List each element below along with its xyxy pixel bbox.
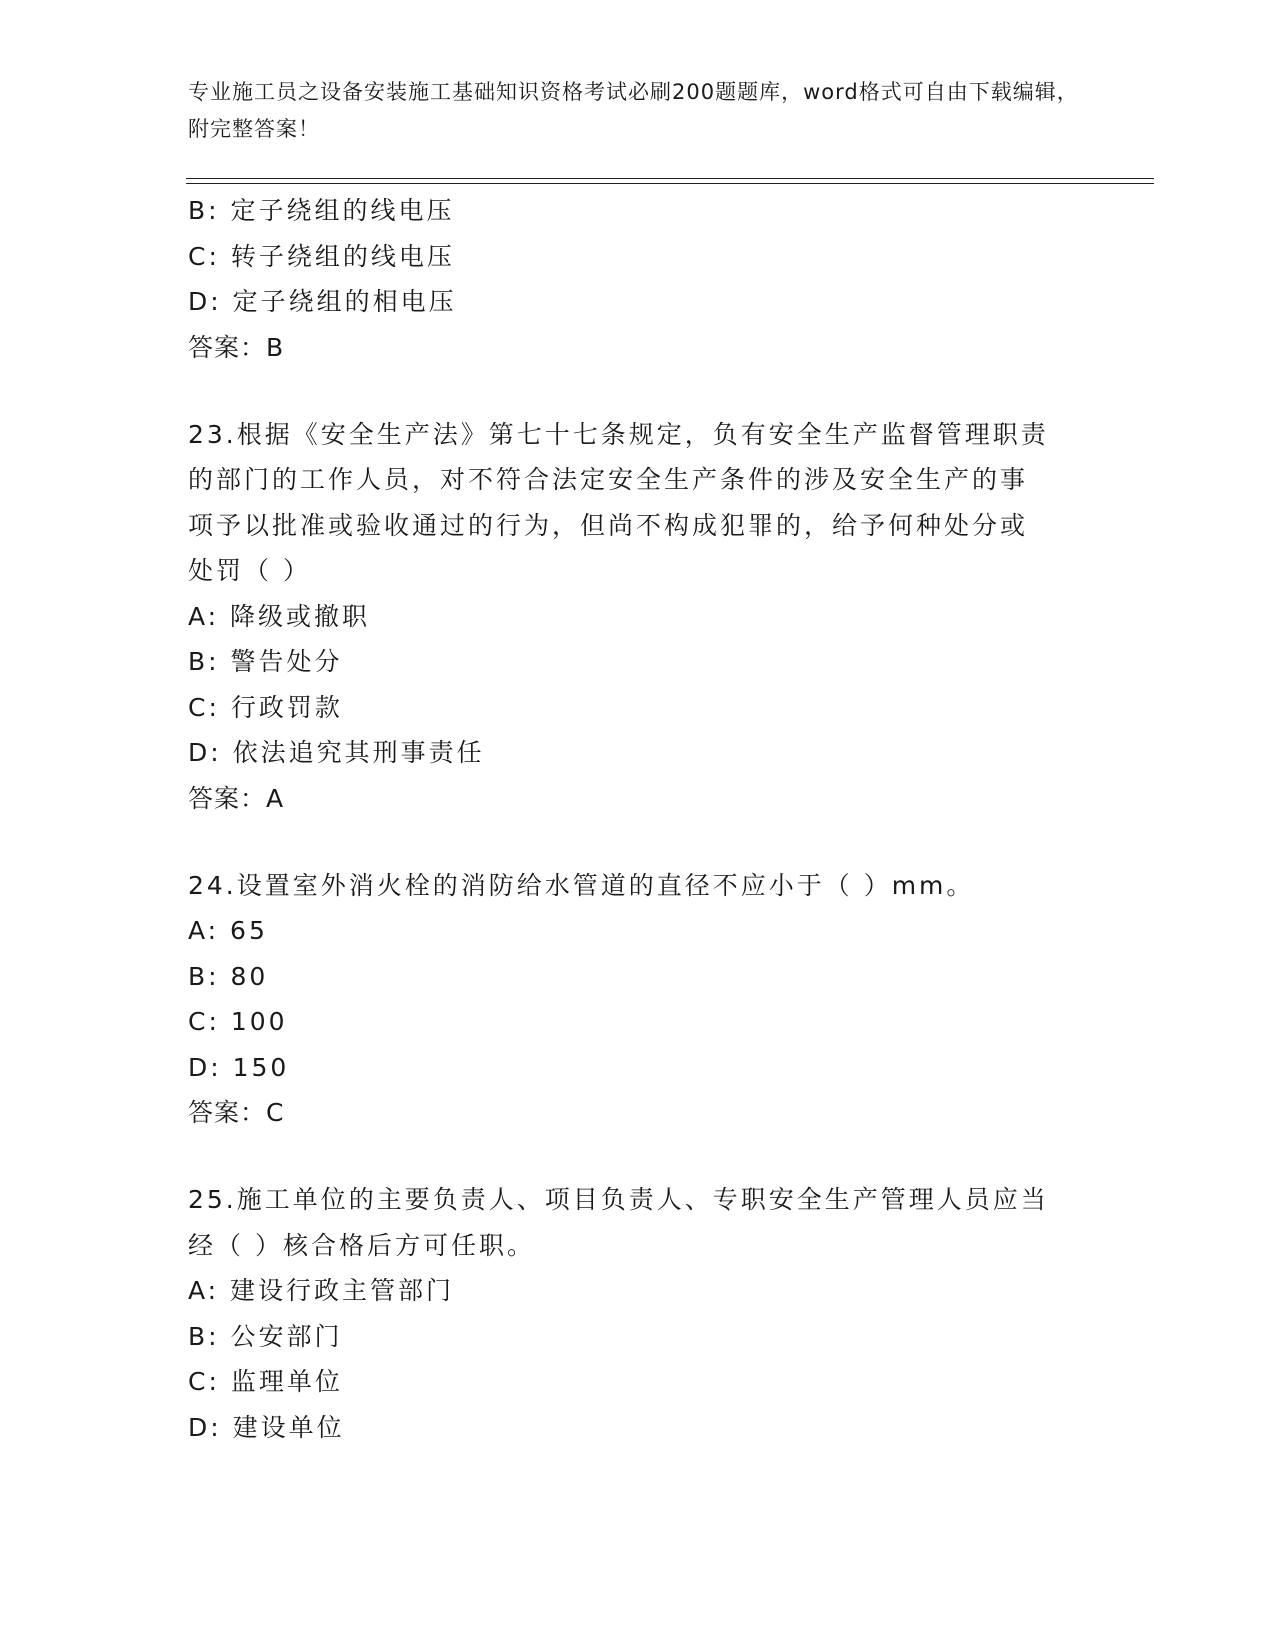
option-d: D: 定子绕组的相电压 bbox=[188, 287, 457, 316]
question-stem-line: 项予以批准或验收通过的行为，但尚不构成犯罪的，给予何种处分或 bbox=[188, 510, 1029, 540]
question-block-22 bbox=[188, 188, 1088, 371]
question-stem-line: 25.施工单位的主要负责人、项目负责人、专职安全生产管理人员应当 bbox=[188, 1185, 1049, 1214]
option-c: C: 转子绕组的线电压 bbox=[188, 241, 455, 271]
option-b: B: 公安部门 bbox=[188, 1321, 343, 1351]
question-list bbox=[188, 188, 1088, 1450]
header-divider bbox=[186, 178, 1154, 184]
option-c: C: 行政罚款 bbox=[188, 692, 343, 722]
question-stem-line: 的部门的工作人员，对不符合法定安全生产条件的涉及安全生产的事 bbox=[188, 465, 1029, 494]
answer-line: 答案：B bbox=[188, 332, 285, 362]
option-c: C: 100 bbox=[188, 1007, 288, 1036]
option-a: A: 建设行政主管部门 bbox=[188, 1276, 455, 1305]
question-stem-line: 处罚（ ） bbox=[188, 556, 311, 585]
answer-line: 答案：A bbox=[188, 783, 285, 813]
question-stem-line: 24.设置室外消火栓的消防给水管道的直径不应小于（ ）mm。 bbox=[188, 870, 975, 900]
question-block-23 bbox=[188, 412, 1088, 822]
question-stem-line: 23.根据《安全生产法》第七十七条规定，负有安全生产监督管理职责 bbox=[188, 419, 1049, 449]
option-d: D: 依法追究其刑事责任 bbox=[188, 738, 485, 767]
option-c: C: 监理单位 bbox=[188, 1367, 343, 1396]
option-d: D: 建设单位 bbox=[188, 1412, 345, 1442]
option-b: B: 80 bbox=[188, 961, 269, 991]
question-stem-line: 经（ ）核合格后方可任职。 bbox=[188, 1230, 535, 1260]
question-block-24 bbox=[188, 863, 1088, 1137]
document-header: 专业施工员之设备安装施工基础知识资格考试必刷200题题库，word格式可自由下载编辑，附完整答案！ bbox=[188, 80, 1079, 141]
option-a: A: 降级或撤职 bbox=[188, 601, 371, 631]
question-block-25 bbox=[188, 1177, 1088, 1450]
option-b: B: 定子绕组的线电压 bbox=[188, 196, 455, 225]
option-b: B: 警告处分 bbox=[188, 647, 343, 676]
option-a: A: 65 bbox=[188, 916, 268, 945]
option-d: D: 150 bbox=[188, 1052, 290, 1082]
answer-line: 答案：C bbox=[188, 1098, 285, 1127]
